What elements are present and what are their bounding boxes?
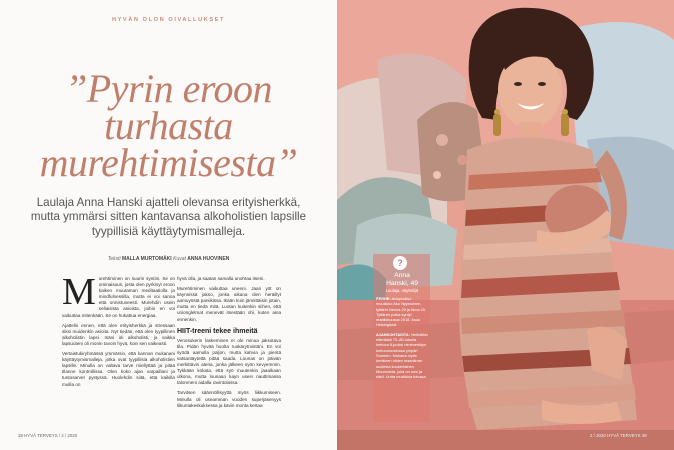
info-paragraph — [376, 332, 428, 380]
info-body — [376, 296, 428, 379]
section-label: HYVÄN OLON OIVALLUKSET — [111, 17, 226, 23]
info-text: Aviopuoliso muusikko Aku Nyyssönen, tyttäret Nenna 25 ja Alma 20. Tyttären poika syntyi maaliskuussa 2018. Asuu Helsingissä. — [376, 296, 427, 328]
body-paragraph: Tarvitsen säännöllisyyttä myös liikkumiseen. Minulla oli useamman vuoden superjäsenyys liikuntakeskuksessa ja kävin monta kertaa — [177, 390, 281, 408]
credit-text-label: Teksti — [107, 256, 121, 262]
body-paragraph: Murehtiminen vaikuttaa uneeni. Jaan yöt on käynnissä jakso, jonka aikana olen heräillyt aamuyöstä paniikissa. Ikään kuin jännittäisin jotain, mutta en tiedä mitä. Luotan kuitenkin siihen, että unionglelmat menevät itsestään ohi, kuten aina ennenkin. — [177, 286, 281, 322]
subheading: HIIT-treeni tekee ihmeitä — [177, 327, 258, 335]
page-footer-right: 2 / 2020 HYVÄ TERVEYS 39 — [590, 433, 647, 438]
body-paragraph: Ajattelin ennen, että olen erityisherkkä ja stressaan siksi muidenkin asioita. Nyt tiedän, että olen tyypillinen alkoholistin lapsi. Isäni oli alkoholisti, ja vaikka lapsuuteni oli monin tavoin hyvä, koin sen vaikeasti. — [62, 322, 175, 346]
body-paragraph: Venosukerin laskeminen ei ole minua jaksotava tila. Pidän hyvää huolta ruokarytmistäni. En voi syödä aamulla paljon, mutta kahvia ja pientä vatsantäytettä pitää saada. Lounas on päivän merkittävin ateria, jonka jälkeen syön kevyemmin. Tykkään kokata, että syö muutenkin jaaaikaan ulkona, mutta lounaan kayn usein nauttimassa talonmeni aidalla ravintolassa. — [177, 337, 281, 386]
info-label: PERHE: — [376, 296, 391, 301]
info-name-line-1: Anna — [394, 272, 410, 279]
info-label: AJANKOHTAISTA: — [376, 331, 411, 337]
drop-cap: M — [62, 271, 96, 313]
headline-line-3: murehtimisesta” — [39, 140, 298, 185]
question-mark-icon: ? — [393, 256, 407, 270]
body-paragraph: urehtiminen on suurin syntini. Se on ominaisuus, josta olen pyrkinyt eroon kaiken muutaman meditaatiolla ja mindfulnessilla, mutta ei voi sanoa että onnistuneesti. Murehdin usein sellaisista asioista, joihin en voi vaikuttaa mitenkään. Se on hukattua energiaa. — [62, 276, 175, 318]
lead-paragraph: Laulaja Anna Hanski ajatteli olevansa erityisherkkä, mutta ymmärsi sitten kantavansa alkoholistien lapsille tyypillisiä käyttäytymismalleja. — [30, 196, 307, 238]
info-name — [374, 272, 430, 288]
page-gutter-shadow — [337, 0, 340, 450]
body-column-2 — [177, 276, 281, 413]
page-footer-left: 38 HYVÄ TERVEYS / 2 / 2020 — [18, 433, 78, 438]
credits — [0, 256, 337, 262]
credit-text-author: MALLA MURTOMÄKI — [121, 256, 172, 262]
info-subtitle: Laulaja, näyttelijä — [385, 288, 419, 293]
body-column-1 — [62, 271, 175, 392]
info-name-line-2: Hanski, 49 — [385, 280, 419, 287]
headline-line-1: ”Pyrin eroon — [65, 66, 272, 111]
headline — [0, 66, 337, 185]
info-paragraph — [376, 296, 428, 328]
body-paragraph: Vertaistukiryhmässä ymmärsin, että kannan mukanani käyttäytymismalleja, jotka ovat tyypillisiä alkoholistien lapsille. Minulla on valtava tarve miellyttää ja pitää tilanne kontrollissa. Olen koko ajan varpaillani ja tuntosarvet pystyssä. Huolehdin siitä, että kaikilla muilla on — [62, 351, 175, 387]
info-text: Nelisiltäin elämästä 70–80-lukulla kertova 8-juoksi nimimerkityn kertuumuodossa ympäri Suomen. Mukana myös keväinen viiden maanlirran suolesta kuukertainen Muomoista, joka on uusi ja siisti. Uutta musiikkia tulossa. — [376, 331, 428, 380]
credit-photo-author: ANNA HUOVINEN — [187, 256, 230, 262]
body-paragraph: hyvä olla, ja saatan samalla unohtaa itseni. — [177, 276, 265, 281]
headline-line-2: turhasta — [104, 103, 233, 148]
credit-photo-label: Kuvat — [173, 256, 186, 262]
